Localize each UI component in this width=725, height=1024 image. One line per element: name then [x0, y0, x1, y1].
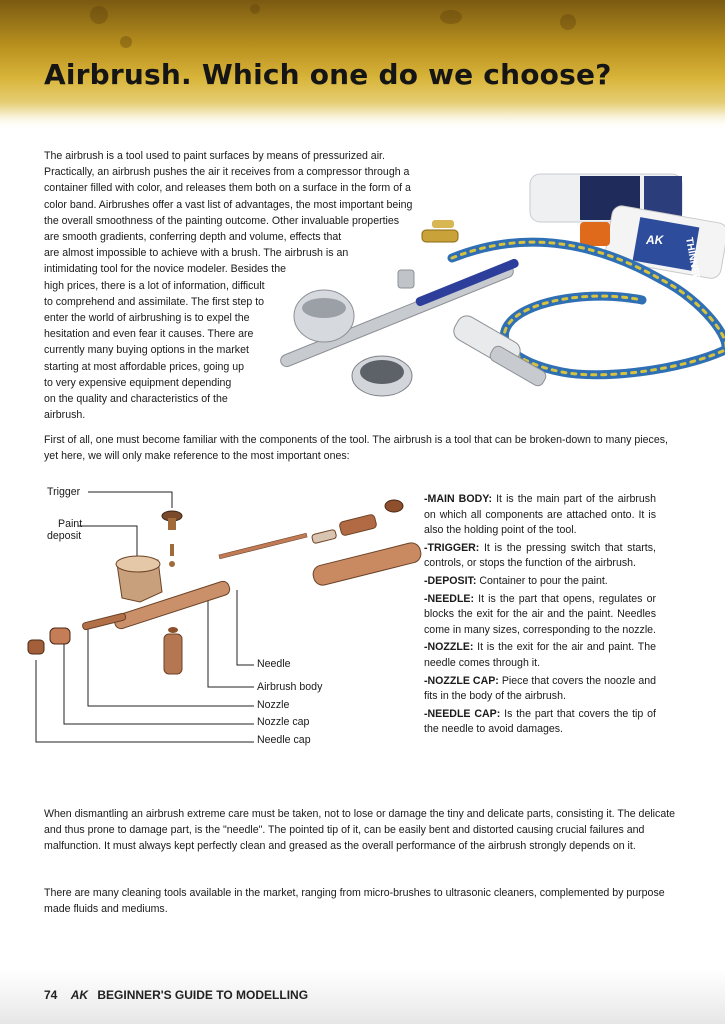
intro-line: on the quality and characteristics of the: [44, 393, 228, 406]
intro-line: container filled with color, and releases them both on a surface in the form of a: [44, 182, 411, 195]
definition-item: [424, 541, 656, 572]
definition-term: -DEPOSIT:: [424, 574, 477, 587]
ak-bottle-label: AK: [646, 233, 664, 247]
intro-line: intimidating tool for the novice modeler. Besides the: [44, 263, 287, 276]
definition-term: -MAIN BODY:: [424, 493, 493, 505]
definition-text: It is the part that opens, regulates or blocks the exit for the air and the paint. Needles come in many sizes, corresponding to the nozzle.: [424, 592, 657, 636]
ak-logo: AK: [70, 988, 89, 1002]
page-number: 74: [44, 988, 58, 1002]
components-intro: First of all, one must become familiar with the components of the tool. The airbrush is a tool that can be broken-down to many pieces, yet here, we will only make reference to the most important ones:: [44, 434, 668, 463]
rust-stain: [440, 10, 462, 24]
definition-text: Container to pour the paint.: [476, 574, 608, 587]
rust-stain: [90, 6, 108, 24]
definition-term: -NEEDLE:: [424, 592, 475, 605]
intro-line: airbrush.: [44, 409, 86, 422]
definition-term: -NEEDLE CAP:: [424, 707, 501, 720]
care-paragraph: When dismantling an airbrush extreme care must be taken, not to lose or damage the tiny and delicate parts, consisting it. The delicate and thus prone to damage part, is the "needle". The pointed tip of it, can be easily bent and distorted causing crucial failures and malfunction. It must always kept perfectly clean and greased as the overall performance of the airbrush strongly depends on it.: [44, 808, 676, 853]
definition-term: -NOZZLE:: [424, 641, 474, 654]
intro-line: to comprehend and assimilate. The first step to: [44, 295, 265, 308]
definition-item: [424, 640, 656, 671]
needle-cap-part: [28, 640, 44, 654]
paint-cup: [352, 356, 412, 396]
cleaning-paragraph: There are many cleaning tools available in the market, ranging from micro-brushes to ultrasonic cleaners, complemented by purpose made fluids and mediums.: [44, 887, 665, 916]
thinner-label: THINNER: [683, 236, 702, 283]
spring-part: [311, 500, 403, 544]
airbrush-body-part: [82, 556, 231, 630]
moisture-filter: [450, 312, 548, 388]
definition-text: It is the pressing switch that starts, controls, or stops the function of the airbrush.: [424, 541, 656, 570]
definition-text: It is the main part of the airbrush on which all components are attached onto. It is also the holding point of the tool.: [424, 493, 656, 537]
definition-text: Is the part that covers the tip of the needle to avoid damages.: [424, 707, 657, 736]
definition-item: [424, 574, 656, 590]
label-nozzle-cap: Nozzle cap: [257, 716, 310, 728]
label-needle-cap: Needle cap: [257, 734, 311, 746]
intro-line: starting at most affordable prices, going up: [44, 360, 245, 373]
label-paint-deposit-line2: deposit: [47, 530, 82, 542]
intro-line: are almost impossible to achieve with a brush. The airbrush is an: [44, 247, 349, 260]
intro-line: the overall smoothness of the painting outcome. Other invaluable properties: [44, 214, 400, 227]
definition-text: It is the exit for the air and paint. The needle comes through it.: [424, 641, 656, 669]
label-trigger: Trigger: [47, 486, 81, 498]
label-nozzle: Nozzle: [257, 699, 290, 711]
label-paint-deposit-line1: Paint: [58, 518, 83, 530]
book-title: BEGINNER'S GUIDE TO MODELLING: [97, 988, 309, 1002]
intro-line: are smooth gradients, conferring depth and volume, effects that: [44, 231, 342, 244]
definition-item: [424, 592, 656, 639]
intro-line: color band. Airbrushes offer a vast list of advantages, the most important being: [44, 198, 413, 211]
nozzle-cap-part: [50, 628, 70, 644]
handle-part: [311, 541, 422, 587]
airbrush-product-photo: [262, 140, 725, 420]
definition-item: [424, 707, 656, 738]
page-title: Airbrush. Which one do we choose?: [44, 58, 612, 91]
brass-coupler: [422, 220, 458, 242]
label-needle: Needle: [257, 658, 291, 670]
label-airbrush-body: Airbrush body: [257, 681, 323, 693]
definition-term: -TRIGGER:: [424, 541, 480, 554]
intro-line: to very expensive equipment depending: [44, 376, 232, 389]
definition-text: Piece that covers the noozle and fits in the body of the airbrush.: [424, 674, 656, 703]
intro-line: high prices, there is a lot of information, difficult: [44, 279, 265, 292]
intro-line: hesitation and even fear it causes. There are: [44, 328, 254, 341]
definition-item: [424, 492, 656, 539]
page-footer: [44, 988, 308, 1002]
intro-line: currently many buying options in the market: [44, 344, 249, 357]
component-definitions: [424, 492, 656, 740]
definition-term: -NOZZLE CAP:: [424, 674, 499, 687]
air-valve-part: [164, 627, 182, 674]
needle-part: [219, 533, 307, 559]
definition-item: [424, 674, 656, 705]
intro-line: Practically, an airbrush pushes the air it receives from a compressor through a: [44, 166, 410, 179]
rust-stain: [250, 4, 260, 14]
intro-line: enter the world of airbrushing is to expel the: [44, 312, 250, 325]
rust-stain: [120, 36, 132, 48]
rust-stain: [560, 14, 576, 30]
trigger-part: [162, 511, 182, 567]
intro-line: The airbrush is a tool used to paint surfaces by means of pressurized air.: [44, 150, 385, 162]
